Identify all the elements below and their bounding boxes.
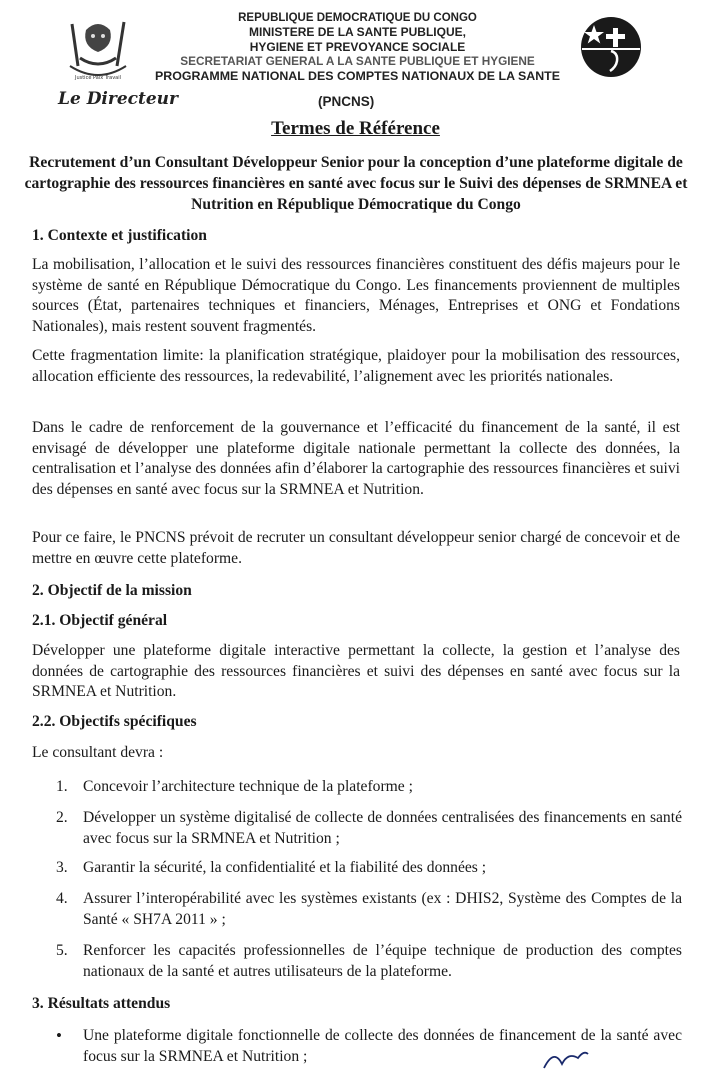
section-1-paragraph-3: Dans le cadre de renforcement de la gouvernance et l’efficacité du financement de la santé, il est envisagé de développer une plateforme digitale nationale permettant la collecte des données, la centralisation et l’analyse des données afin d’élaborer la cartographie des ressources financières et suivi des dépenses en santé avec focus sur la SRMNEA et Nutrition.	[32, 419, 680, 498]
section-2-2-heading: 2.2. Objectifs spécifiques	[32, 713, 197, 730]
section-1-paragraph-4: Pour ce faire, le PNCNS prévoit de recruter un consultant développeur senior chargé de concevoir et de mettre en œuvre cette plateforme.	[32, 529, 680, 567]
list-item-text: Garantir la sécurité, la confidentialité et la fiabilité des données ;	[83, 859, 487, 876]
section-1-paragraph-2: Cette fragmentation limite: la planification stratégique, plaidoyer pour la mobilisation des ressources, allocation efficiente des ressources, la redevabilité, l’alignement avec les priorités nationales.	[32, 347, 680, 385]
section-2-2-intro: Le consultant devra :	[32, 744, 164, 761]
bullet-icon: •	[56, 1026, 62, 1045]
list-item-text: Développer un système digitalisé de collecte de données centralisées des financements en santé avec focus sur la SRMNEA et Nutrition ;	[83, 809, 682, 847]
list-item-number: 2.	[56, 809, 68, 826]
document-title: Termes de Référence	[271, 118, 440, 139]
list-item-number: 3.	[56, 859, 68, 876]
letterhead	[0, 0, 711, 112]
section-2-1-paragraph: Développer une plateforme digitale interactive permettant la collecte, la gestion et l’analyse des données de cartographie des ressources financières et suivi des dépenses en santé avec focus sur la SRMNEA et Nutrition.	[32, 642, 680, 701]
list-item-number: 5.	[56, 942, 68, 959]
ministry-name: MINISTERE DE LA SANTE PUBLIQUE,	[249, 25, 466, 40]
list-item	[56, 808, 682, 849]
list-item	[56, 941, 682, 982]
list-item-text: Concevoir l’architecture technique de la plateforme ;	[83, 778, 413, 795]
list-item-number: 1.	[56, 778, 68, 795]
coat-motto: Justice Paix Travail	[74, 75, 122, 81]
ministry-name-cont: HYGIENE ET PREVOYANCE SOCIALE	[249, 39, 466, 54]
letterhead-text	[140, 11, 575, 83]
section-3-heading: 3. Résultats attendus	[32, 995, 171, 1012]
list-item-text: Une plateforme digitale fonctionnelle de collecte des données de financement de la santé avec focus sur la SRMNEA et Nutrition ;	[83, 1027, 682, 1065]
list-item-text: Renforcer les capacités professionnelles de l’équipe technique de production des comptes nationaux de la santé et autres utilisateurs de la plateforme.	[83, 942, 682, 980]
programme-name: PROGRAMME NATIONAL DES COMPTES NATIONAUX DE LA SANTE	[155, 68, 560, 83]
list-item	[56, 777, 682, 798]
signature-mark-icon	[538, 1044, 608, 1070]
section-2-heading: 2. Objectif de la mission	[32, 582, 192, 599]
list-item-number: 4.	[56, 890, 68, 907]
section-1-heading: 1. Contexte et justification	[32, 227, 207, 244]
document-subtitle: Recrutement d’un Consultant Développeur Senior pour la conception d’une plateforme digitale de cartographie des ressources financières en santé avec focus sur le Suivi des dépenses de SRMNEA et Nutrition en République Démocratique du Congo	[24, 154, 688, 213]
pncns-logo-icon	[580, 16, 642, 78]
list-item-text: Assurer l’interopérabilité avec les systèmes existants (ex : DHIS2, Système des Comptes de la Santé « SH7A 2011 » ;	[83, 890, 682, 928]
list-item	[56, 889, 682, 930]
country-name: REPUBLIQUE DEMOCRATIQUE DU CONGO	[238, 12, 477, 24]
list-item	[56, 858, 682, 879]
section-1-paragraph-1: La mobilisation, l’allocation et le suivi des ressources financières constituent des défis majeurs pour le système de santé en République Démocratique du Congo. Les financements proviennent de multiples sources (État, partenaires techniques et financiers, Ménages, Entreprises et ONG et Fondations Nationales), mais restent souvent fragmentés.	[32, 256, 680, 335]
programme-acronym: (PNCNS)	[318, 94, 375, 109]
secretariat-name: SECRETARIAT GENERAL A LA SANTE PUBLIQUE ET HYGIENE	[180, 54, 535, 69]
coat-of-arms-icon	[62, 16, 134, 88]
section-2-1-heading: 2.1. Objectif général	[32, 612, 168, 629]
director-signature: Le Directeur	[58, 89, 178, 109]
